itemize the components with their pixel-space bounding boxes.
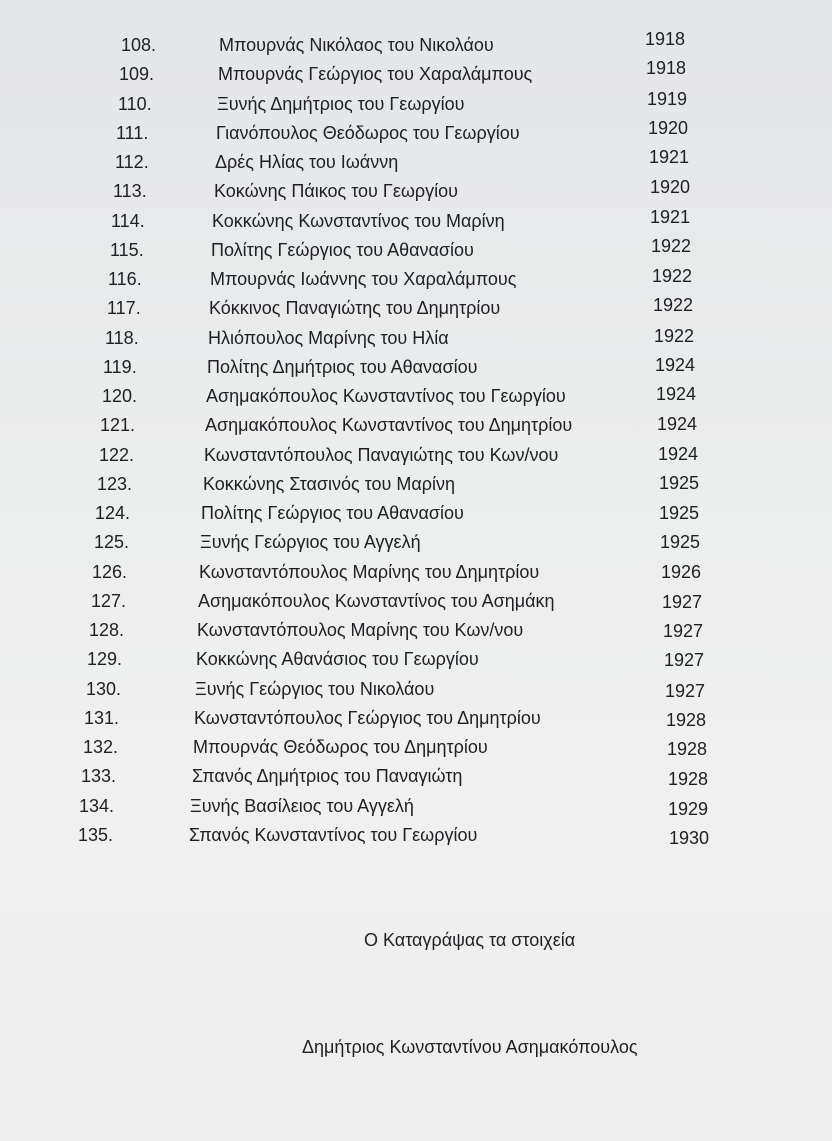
entry-year: 1921 (650, 207, 691, 227)
entry-year: 1922 (652, 266, 693, 286)
entry-year: 1920 (650, 177, 691, 197)
entry-name: Σπανός Κωνσταντίνος του Γεωργίου (189, 825, 478, 845)
entry-row (0, 356, 832, 384)
entry-name: Ασημακόπουλος Κωνσταντίνος του Γεωργίου (206, 386, 566, 406)
entry-number: 125. (94, 532, 130, 552)
entry-name: Κωνσταντόπουλος Μαρίνης του Δημητρίου (199, 562, 540, 582)
entry-number: 131. (84, 708, 120, 728)
entry-name: Κοκκώνης Αθανάσιος του Γεωργίου (196, 649, 479, 669)
entry-name: Κοκώνης Πάικος του Γεωργίου (214, 181, 458, 201)
entry-name: Ηλιόπουλος Μαρίνης του Ηλία (208, 328, 449, 348)
entry-row (0, 327, 832, 355)
entry-year: 1926 (661, 562, 702, 582)
entry-name: Δρές Ηλίας του Ιωάννη (215, 152, 399, 172)
entry-number: 114. (111, 211, 145, 231)
entry-number: 121. (100, 415, 136, 435)
entry-number: 108. (121, 35, 157, 55)
entry-row (0, 561, 832, 589)
entry-year: 1927 (662, 592, 703, 612)
entry-row (0, 531, 832, 559)
entry-year: 1925 (659, 473, 700, 493)
entry-number: 111. (116, 123, 149, 143)
entry-name: Ασημακόπουλος Κωνσταντίνος του Δημητρίου (205, 415, 573, 435)
entry-name: Κοκκώνης Κωνσταντίνος του Μαρίνη (212, 211, 505, 231)
entry-name: Μπουρνάς Θεόδωρος του Δημητρίου (193, 737, 488, 757)
signature-name: Δημήτριος Κωνσταντίνου Ασημακόπουλος (302, 1037, 638, 1057)
entry-name: Γιανόπουλος Θεόδωρος του Γεωργίου (216, 123, 520, 143)
entry-year: 1922 (651, 236, 692, 256)
entry-name: Ξυνής Βασίλειος του Αγγελή (190, 796, 414, 816)
entry-number: 109. (119, 64, 155, 84)
entry-number: 129. (87, 649, 123, 669)
entry-number: 112. (115, 152, 149, 172)
entry-year: 1924 (658, 444, 699, 464)
entry-row (0, 824, 832, 852)
entry-row (0, 648, 832, 676)
entry-row (0, 765, 832, 793)
entry-name: Μπουρνάς Ιωάννης του Χαραλάμπους (210, 269, 517, 289)
entry-number: 118. (105, 328, 139, 348)
entry-number: 134. (79, 796, 115, 816)
entry-year: 1918 (646, 58, 687, 78)
entry-number: 117. (107, 298, 141, 318)
entry-name: Ασημακόπουλος Κωνσταντίνος του Ασημάκη (198, 591, 555, 611)
entry-row (0, 473, 832, 501)
entry-year: 1919 (647, 89, 688, 109)
entry-number: 133. (81, 766, 117, 786)
entry-row (0, 177, 832, 208)
entry-year: 1927 (664, 650, 705, 670)
entry-row (0, 736, 832, 764)
entry-row (0, 89, 832, 121)
entry-row (0, 678, 832, 706)
entry-row (0, 502, 832, 530)
entry-year: 1918 (645, 29, 686, 49)
entry-name: Μπουρνάς Γεώργιος του Χαραλάμπους (218, 64, 533, 84)
entry-year: 1929 (668, 799, 709, 819)
entry-number: 124. (95, 503, 131, 523)
entry-number: 113. (113, 181, 147, 201)
entry-row (0, 268, 832, 296)
entry-row (0, 444, 832, 472)
entry-name: Κόκκινος Παναγιώτης του Δημητρίου (209, 298, 501, 318)
entry-row (0, 147, 832, 179)
entry-year: 1925 (659, 503, 700, 523)
entry-number: 123. (97, 474, 133, 494)
entry-year: 1920 (648, 118, 689, 138)
entry-name: Πολίτης Γεώργιος του Αθανασίου (201, 503, 464, 523)
entry-number: 110. (118, 94, 152, 114)
entry-row (0, 29, 832, 62)
entry-name: Κωνσταντόπουλος Γεώργιος του Δημητρίου (194, 708, 541, 728)
entry-number: 116. (108, 269, 142, 289)
entry-year: 1930 (669, 828, 710, 848)
entry-number: 115. (110, 240, 144, 260)
entry-name: Πολίτης Δημήτριος του Αθανασίου (207, 357, 478, 377)
entry-name: Ξυνής Γεώργιος του Νικολάου (195, 679, 435, 699)
entry-row (0, 795, 832, 823)
entry-year: 1921 (649, 147, 690, 167)
entry-number: 119. (103, 357, 137, 377)
entry-name: Ξυνής Γεώργιος του Αγγελή (200, 532, 421, 552)
entry-year: 1925 (660, 532, 701, 552)
entry-name: Κωνσταντόπουλος Μαρίνης του Κων/νου (197, 620, 524, 640)
entry-number: 130. (86, 679, 122, 699)
entry-name: Μπουρνάς Νικόλαος του Νικολάου (219, 35, 494, 55)
entry-row (0, 414, 832, 442)
entry-number: 122. (99, 445, 135, 465)
entry-name: Ξυνής Δημήτριος του Γεωργίου (217, 94, 465, 114)
entry-name: Πολίτης Γεώργιος του Αθανασίου (211, 240, 474, 260)
recorder-caption: Ο Καταγράψας τα στοιχεία (364, 930, 576, 950)
entry-row (0, 707, 832, 735)
entry-year: 1924 (656, 384, 697, 404)
entry-number: 135. (78, 825, 114, 845)
entry-year: 1924 (655, 355, 696, 375)
entry-number: 126. (92, 562, 128, 582)
entry-row (0, 207, 832, 238)
entry-row (0, 385, 832, 413)
entry-year: 1922 (654, 326, 695, 346)
entry-row (0, 118, 832, 150)
entry-row (0, 297, 832, 325)
entry-year: 1927 (665, 681, 706, 701)
entry-year: 1928 (668, 769, 709, 789)
entry-year: 1924 (657, 414, 698, 434)
entry-name: Κοκκώνης Στασινός του Μαρίνη (203, 474, 455, 494)
entry-row (0, 58, 832, 91)
entry-row (0, 590, 832, 618)
entry-name: Σπανός Δημήτριος του Παναγιώτη (192, 766, 463, 786)
entry-year: 1928 (666, 710, 707, 730)
entry-year: 1922 (653, 295, 694, 315)
entry-row (0, 236, 832, 267)
entry-year: 1927 (663, 621, 704, 641)
entry-name: Κωνσταντόπουλος Παναγιώτης του Κων/νου (204, 445, 559, 465)
entry-number: 127. (91, 591, 127, 611)
entry-year: 1928 (667, 739, 708, 759)
entry-row (0, 619, 832, 647)
entry-number: 128. (89, 620, 125, 640)
entry-number: 120. (102, 386, 138, 406)
entry-number: 132. (83, 737, 119, 757)
